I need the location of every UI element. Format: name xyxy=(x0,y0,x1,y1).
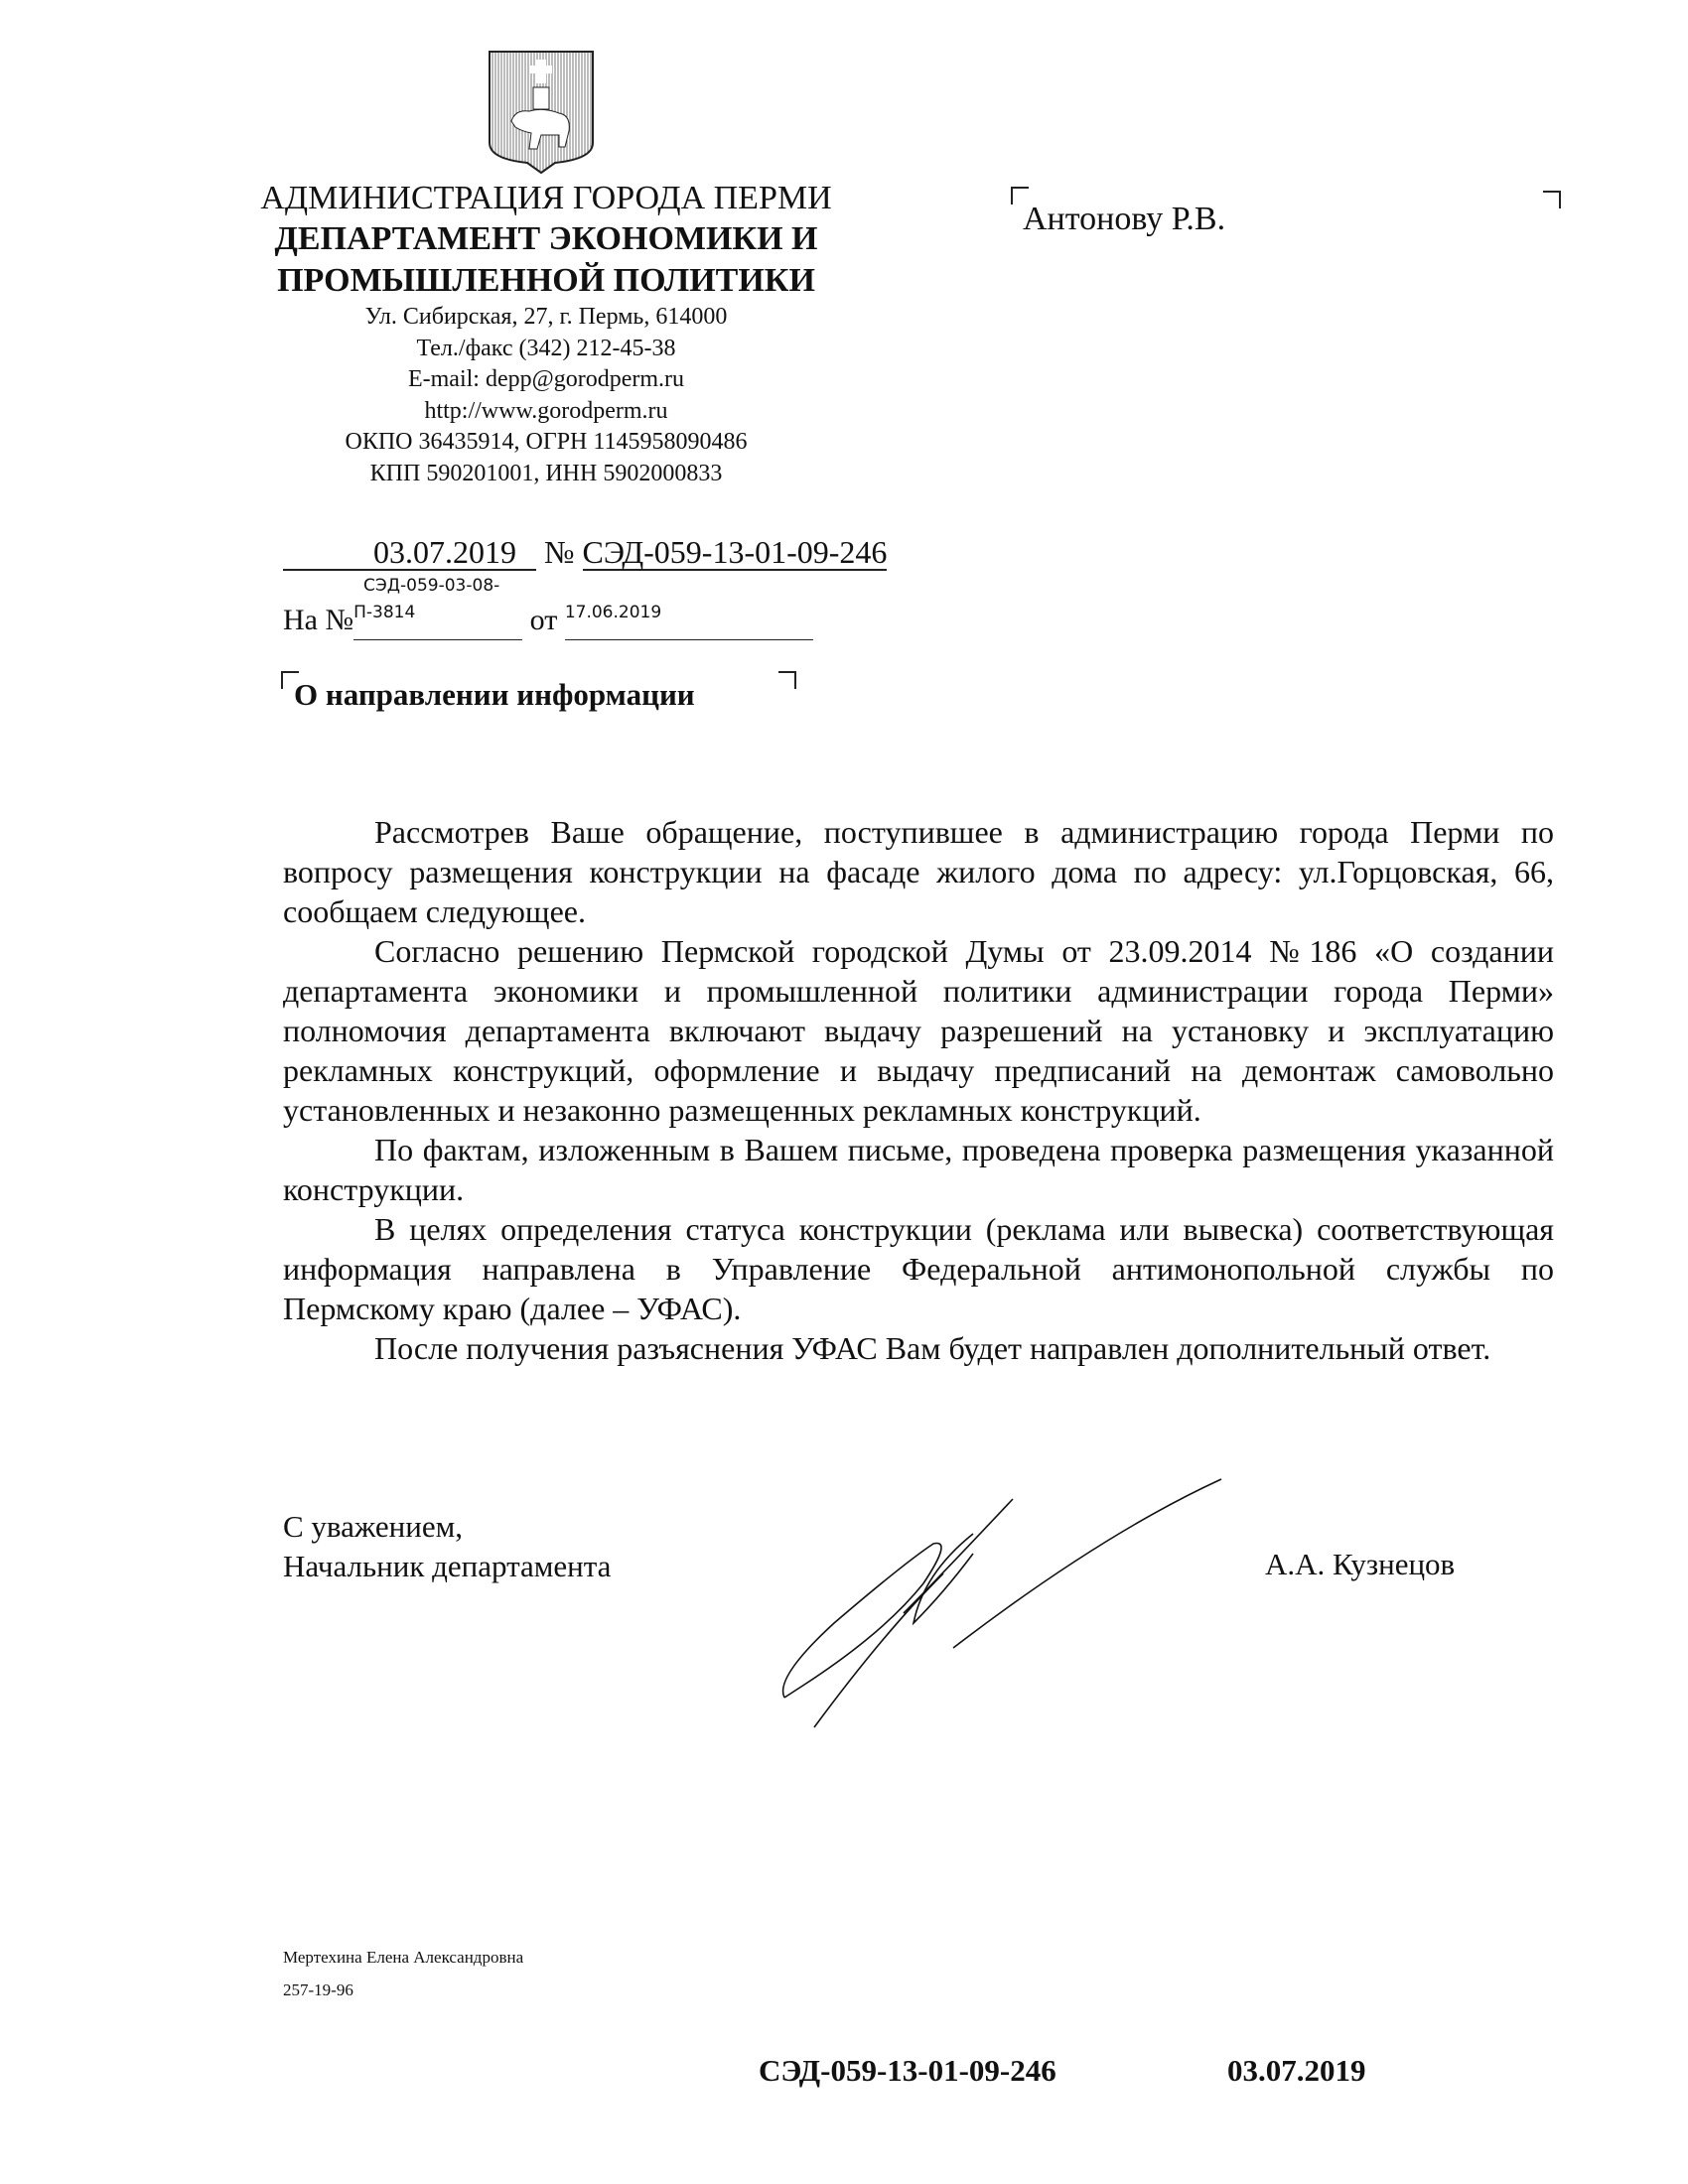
letterhead xyxy=(228,179,864,489)
closing xyxy=(283,1507,611,1586)
executor-phone: 257-19-96 xyxy=(283,1980,353,1999)
ref-date: 17.06.2019 xyxy=(564,603,662,622)
registration-number: СЭД-059-13-01-09-246 xyxy=(582,534,888,570)
reference-line xyxy=(283,604,813,640)
ref-label: На № xyxy=(283,604,354,636)
website: http://www.gorodperm.ru xyxy=(424,397,668,424)
department-name-line1: ДЕПАРТАМЕНТ ЭКОНОМИКИ И xyxy=(274,220,818,257)
signer-position: Начальник департамента xyxy=(283,1549,612,1583)
handwritten-ref-prefix: СЭД-059-03-08- xyxy=(363,576,500,596)
department-name-line2: ПРОМЫШЛЕННОЙ ПОЛИТИКИ xyxy=(277,262,815,299)
registration-date: 03.07.2019 xyxy=(283,535,536,571)
paragraph: Рассмотрев Ваше обращение, поступившее в администрацию города Перми по вопросу размещения конструкции на фасаде жилого дома по адресу: ул.Горцовская, 66, сообщаем следующее. xyxy=(283,814,1554,929)
ref-number: П-3814 xyxy=(353,603,416,622)
executor-name: Мертехина Елена Александровна xyxy=(283,1948,524,1967)
paragraph: Согласно решению Пермской городской Думы от 23.09.2014 №186 «О создании департамента экономики и промышленной политики администрации города Перми» полномочия департамента включают выдачу разрешений на установку и эксплуатацию рекламных конструкций, оформление и выдачу предписаний на демонтаж самовольно установленных и незаконно размещенных рекламных конструкций. xyxy=(283,933,1554,1128)
addressee-corner-right xyxy=(1543,191,1561,208)
signer-name: А.А. Кузнецов xyxy=(1265,1547,1456,1581)
phone: Тел./факс (342) 212-45-38 xyxy=(416,335,676,361)
email: E-mail: depp@gorodperm.ru xyxy=(407,366,685,392)
number-label: № xyxy=(544,534,575,570)
regards: С уважением, xyxy=(283,1509,463,1544)
coat-of-arms-emblem xyxy=(486,48,597,175)
okpo-ogrn: ОКПО 36435914, ОГРН 1145958090486 xyxy=(345,429,748,455)
letter-body xyxy=(283,812,1554,1368)
subject: О направлении информации xyxy=(294,677,695,712)
paragraph: В целях определения статуса конструкции (реклама или вывеска) соответствующая информация направлена в Управление Федеральной антимонопольной службы по Пермскому краю (далее – УФАС). xyxy=(283,1211,1554,1326)
ref-date-label: от xyxy=(529,604,558,636)
paragraph: После получения разъяснения УФАС Вам будет направлен дополнительный ответ. xyxy=(374,1330,1491,1366)
kpp-inn: КПП 590201001, ИНН 5902000833 xyxy=(369,460,723,486)
footer-number: СЭД-059-13-01-09-246 xyxy=(759,2053,1056,2088)
address: Ул. Сибирская, 27, г. Пермь, 614000 xyxy=(364,304,728,330)
paragraph: По фактам, изложенным в Вашем письме, проведена проверка размещения указанной конструкции. xyxy=(283,1132,1554,1207)
handwritten-signature xyxy=(774,1474,1231,1732)
org-name: АДМИНИСТРАЦИЯ ГОРОДА ПЕРМИ xyxy=(260,180,832,216)
executor xyxy=(283,1941,523,2006)
subject-corner-right xyxy=(778,671,796,689)
footer-date: 03.07.2019 xyxy=(1227,2053,1366,2088)
registration-line xyxy=(283,534,887,571)
addressee: Антонову Р.В. xyxy=(1023,201,1226,237)
